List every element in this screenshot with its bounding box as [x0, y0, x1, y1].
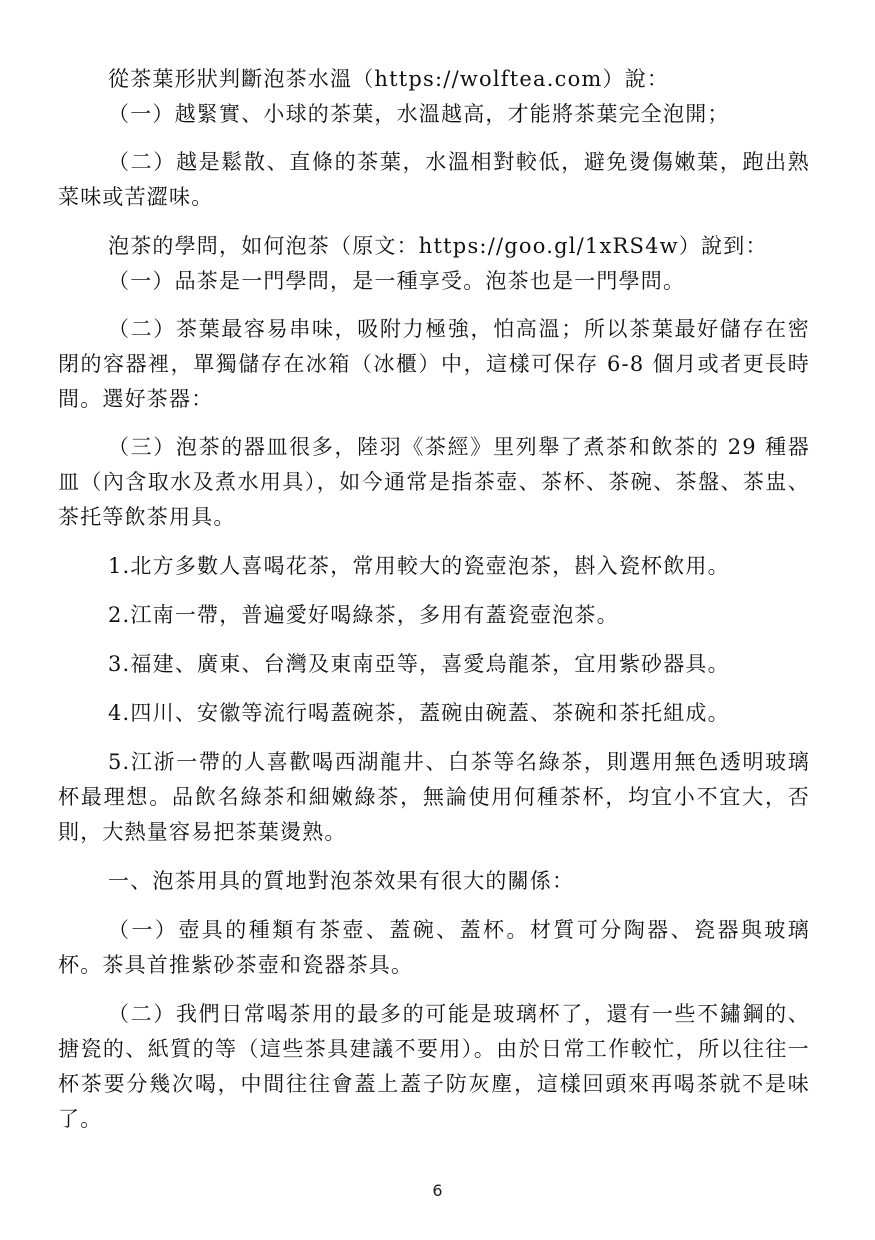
paragraph-teapot-types: （一）壺具的種類有茶壺、蓋碗、蓋杯。材質可分陶器、瓷器與玻璃杯。茶具首推紫砂茶壺和瓷器茶具。 [58, 918, 810, 977]
list-item-fujian: 3.福建、廣東、台灣及東南亞等，喜愛烏龍茶，宜用紫砂器具。 [108, 652, 730, 676]
page-number: 6 [432, 1181, 443, 1200]
paragraph-source-goo: 泡茶的學問，如何泡茶（原文：https://goo.gl/1xRS4w）說到： [108, 234, 768, 258]
list-item-jiangnan: 2.江南一帶，普遍愛好喝綠茶，多用有蓋瓷壺泡茶。 [108, 603, 619, 627]
section-heading-utensil-material: 一、泡茶用具的質地對泡茶效果有很大的關係： [108, 869, 575, 893]
list-item-north: 1.北方多數人喜喝花茶，常用較大的瓷壺泡茶，斟入瓷杯飲用。 [108, 554, 730, 578]
paragraph-tea-storage: （二）茶葉最容易串味，吸附力極強，怕高溫；所以茶葉最好儲存在密閉的容器裡，單獨儲存在冰箱（冰櫃）中，這樣可保存 6-8 個月或者更長時間。選好茶器： [58, 317, 810, 411]
paragraph-source-wolftea: 從茶葉形狀判斷泡茶水溫（https://wolftea.com）說： [108, 67, 670, 91]
paragraph-tea-utensils: （三）泡茶的器皿很多，陸羽《茶經》里列舉了煮茶和飲茶的 29 種器皿（內含取水及煮水用具），如今通常是指茶壺、茶杯、茶碗、茶盤、茶盅、茶托等飲茶用具。 [58, 435, 810, 529]
list-item-jiangzhe: 5.江浙一帶的人喜歡喝西湖龍井、白茶等名綠茶，則選用無色透明玻璃杯最理想。品飲名綠茶和細嫩綠茶，無論使用何種茶杯，均宜小不宜大，否則，大熱量容易把茶葉燙熟。 [58, 750, 810, 844]
list-item-sichuan: 4.四川、安徽等流行喝蓋碗茶，蓋碗由碗蓋、茶碗和茶托組成。 [108, 701, 730, 725]
page-body [58, 62, 810, 1137]
paragraph-glass-cups: （二）我們日常喝茶用的最多的可能是玻璃杯了，還有一些不鏽鋼的、搪瓷的、紙質的等（這些茶具建議不要用）。由於日常工作較忙，所以往往一杯茶要分幾次喝，中間往往會蓋上蓋子防灰塵，這樣回頭來再喝茶就不是味了。 [58, 1002, 810, 1131]
paragraph-tea-tasting: （一）品茶是一門學問，是一種享受。泡茶也是一門學問。 [108, 269, 686, 293]
paragraph-loose-leaves: （二）越是鬆散、直條的茶葉，水溫相對較低，避免燙傷嫩葉，跑出熟菜味或苦澀味。 [58, 150, 810, 209]
paragraph-compact-leaves: （一）越緊實、小球的茶葉，水溫越高，才能將茶葉完全泡開； [108, 102, 730, 126]
